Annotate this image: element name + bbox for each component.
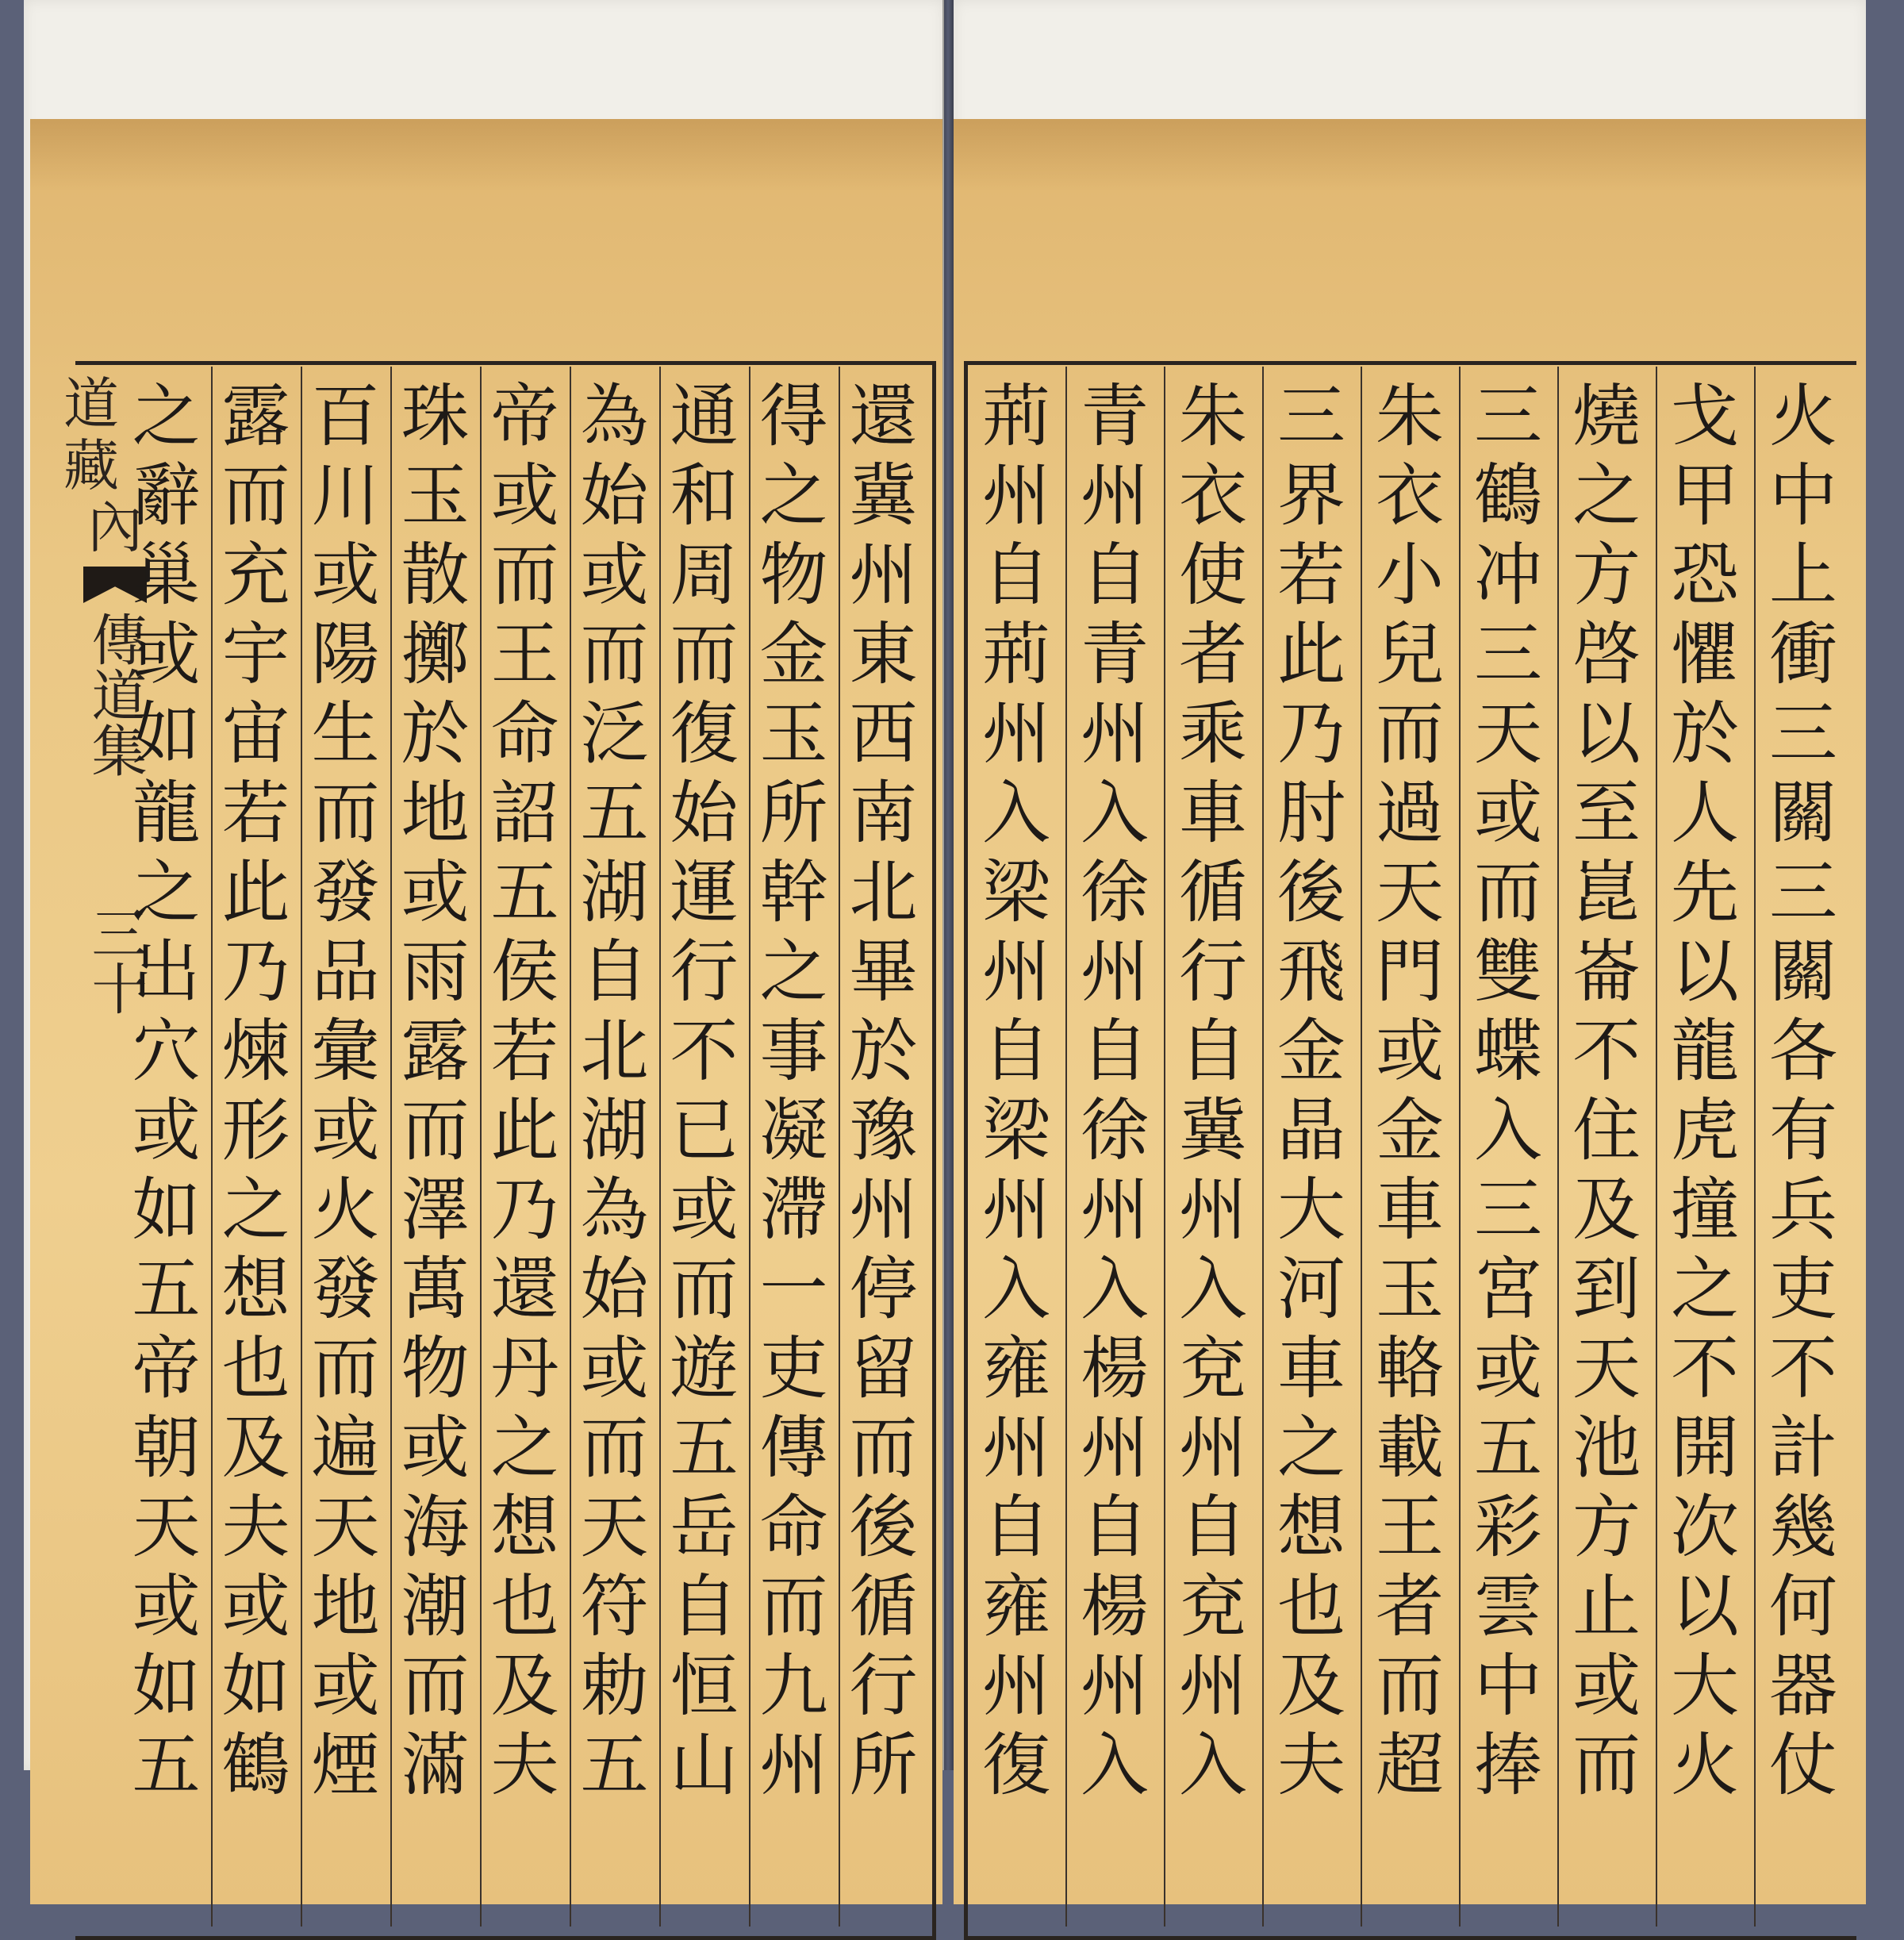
right_page-text-column: 三 鶴 冲 三 天 或 而 雙 蝶 入 三 宮 或 五 彩 雲 中 捧 [1474, 377, 1542, 1805]
left_page-text-column: 得 之 物 金 玉 所 幹 之 事 凝 滯 一 吏 傳 命 而 九 州 [759, 377, 828, 1805]
column-rule [1065, 367, 1067, 1927]
column-rule [1164, 367, 1165, 1927]
column-rule [1754, 367, 1756, 1927]
right_page-text-column: 三 界 若 此 乃 肘 後 飛 金 晶 大 河 車 之 想 也 及 夫 [1277, 377, 1345, 1805]
left_page-text-column: 帝 或 而 王 命 詔 五 侯 若 此 乃 還 丹 之 想 也 及 夫 [490, 377, 559, 1805]
right_page-text-column: 朱 衣 使 者 乘 車 循 行 自 冀 州 入 兗 州 自 兗 州 入 [1179, 377, 1247, 1805]
left-margin-title: 傳道集 [83, 611, 148, 778]
right_page-text-column: 火 中 上 衝 三 關 三 關 各 有 兵 吏 不 計 幾 何 器 仗 [1769, 377, 1837, 1805]
left-margin-label-top: 道藏 [63, 371, 119, 498]
left_page-text-column: 百 川 或 陽 生 而 發 品 彙 或 火 發 而 遍 天 地 或 煙 [311, 377, 380, 1805]
left_page-text-column: 為 始 或 而 泛 五 湖 自 北 湖 為 始 或 而 天 符 勅 五 [580, 377, 649, 1805]
column-rule [1656, 367, 1657, 1927]
left_page-text-column: 通 和 周 而 復 始 運 行 不 已 或 而 遊 五 岳 自 恒 山 [670, 377, 739, 1805]
column-rule [1361, 367, 1362, 1927]
left-margin-folio: 三十 [83, 905, 148, 1016]
right_page-text-column: 朱 衣 小 兒 而 過 天 門 或 金 車 玉 輅 載 王 者 而 超 [1376, 377, 1444, 1805]
right_page-text-column: 戈 甲 恐 懼 於 人 先 以 龍 虎 撞 之 不 開 次 以 大 火 [1671, 377, 1739, 1805]
right_page-text-column: 燒 之 方 啓 以 至 崑 崙 不 住 及 到 天 池 方 止 或 而 [1572, 377, 1641, 1805]
book-gutter [942, 0, 954, 1770]
right_page-text-column: 青 州 自 青 州 入 徐 州 自 徐 州 入 楊 州 自 楊 州 入 [1081, 377, 1149, 1805]
column-rule [1262, 367, 1264, 1927]
column-rule [1557, 367, 1559, 1927]
left_page-text-column: 還 冀 州 東 西 南 北 畢 於 豫 州 停 留 而 後 循 行 所 [849, 377, 918, 1805]
left_page-text-column: 之 辭 巢 或 如 龍 之 出 穴 或 如 五 帝 朝 天 或 如 五 [132, 377, 201, 1805]
left-margin-label-mid: 內 [87, 495, 143, 560]
left_page-text-column: 珠 玉 散 擲 於 地 或 雨 露 而 澤 萬 物 或 海 潮 而 滿 [401, 377, 470, 1805]
left_page-text-column: 露 而 充 宇 宙 若 此 乃 煉 形 之 想 也 及 夫 或 如 鶴 [221, 377, 290, 1805]
right_page-text-column: 荊 州 自 荊 州 入 梁 州 自 梁 州 入 雍 州 自 雍 州 復 [982, 377, 1050, 1805]
column-rule [1459, 367, 1461, 1927]
